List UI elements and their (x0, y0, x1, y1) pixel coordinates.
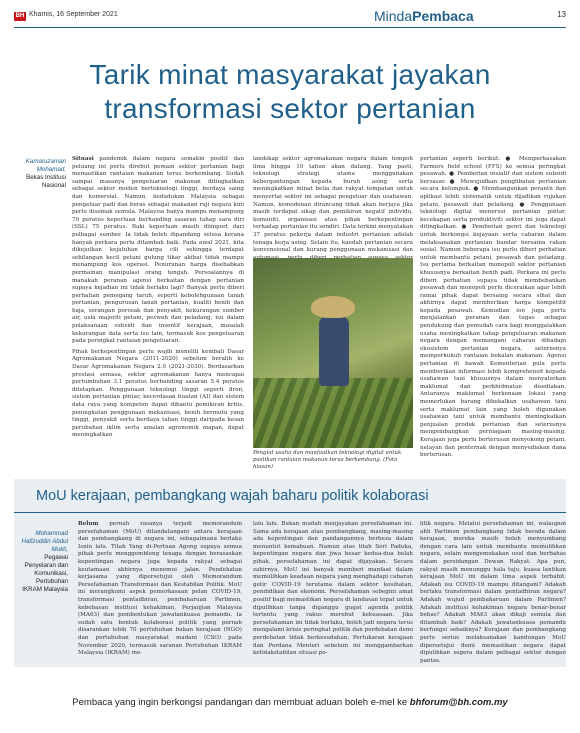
box-byline (18, 530, 68, 594)
box-col1-text: pernah rasanya terjadi memorandum persefahaman (MoU) ditandatangani antara kerajaan dan pembangkang di negara ini, sebagaimana berlaku Isnin lalu. Titah Yang di-Pertuan Agong supaya semua pihak perlu menggembleng tenaga dengan berasaskan kepentingan negara juga kepada rakyat sebagai keutamaan akhirnya menemui jalan. Pendekatan kerjasama yang dipersetujui oleh Memorandum Persefahaman Transformasi dan Kestabilan Politik. MoU ini merangkumi aspek pemerkasaan pelan COVID-19, transformasi pentadbiran, pembaharuan Parlimen, kebebasan institusi kehakiman, Perjanjian Malaysia (MA63) dan pembentukan jawatankuasa pemandu. Ia sudah satu bentuk kolaborasi politik yang pernah disarankan lebih 70 pertubuhan bukan kerajaan (NGO) dan pertubuhan masyarakat madani (CSO) pada November 2020, termasuk saranan Pertubuhan IKRAM Malaysia (IKRAM) me- (78, 521, 242, 657)
footer-email[interactable]: bhforum@bh.com.my (409, 697, 508, 708)
newspaper-logo: BH (15, 13, 25, 19)
box-col3-text: litik negara. Melalui persefahaman ini, walaupun ahli Parlimen pembangkang tidak berada dalam kerajaan, mereka masih boleh menyumbang dengan cara lain untuk membantu memulihkan negara, selain mengemukakan usul dan berbahas dalam persidangan Dewan Rakyat. Apa pun, rakyat masih menunggu hala tuju, kuasa lantikan kerajaan MoU ini dalam lima aspek terbabit. Adakah isu COVID-19 mampu ditangani? Adakah berlaku transformasi dalam pentadbiran negara? Adakah wujud pembaharuan dalam Parlimen? Adakah institusi kehakiman negara benar-benar bebas? Adakah MA63 akan dikaji semula dan ditambah baik? Adakah jawatankuasa pemandu berfungsi sebaiknya? Kerajaan dan pembangkang perlu serius melaksanakan kandungan MoU dipersetujui demi memastikan negara dapat dipulihkan segera dalam pelbagai sektor dengan pantas. (420, 521, 566, 664)
photo-caption (253, 450, 413, 471)
photo-farmer-figure (319, 316, 349, 386)
page-header (14, 6, 566, 36)
footer-note (14, 697, 566, 708)
article-column-2 (253, 156, 413, 254)
author-role: Bekas Institusi Nasional (26, 174, 66, 189)
article-column-3 (420, 156, 566, 474)
box-author-name: Mohammad Hafizuddin Abdul Mukti, (21, 530, 68, 553)
box-rule (14, 512, 566, 513)
farmer-photo (253, 258, 413, 448)
article-col2-text: landskap sektor agromakanan negara dalam tempoh lima hingga 10 tahun akan datang. Yang pasti, teknologi strategi utama menggunakan kebergantungan kepada buruh asing serta meningkatkan minat belia dan rakyat tempatan untuk menyertai sektor ini sebagai pengeluar dan usahawan. Namun, kemodenan dirancang tidak akan berjaya jika masih terdapat sikap dan pemikiran negatif individu, komuniti, organisasi atau pihak berkepentingan terhadap pertanian itu sendiri. Data terkini menyatakan 37 peratus pekerja dalam industri pertanian adalah tenaga kerja asing. Selain itu, kaedah pertanian secara konvensional dan kurang penggunaan mekanisasi dan (253, 156, 413, 254)
box-col2-text: lalu lalu. Bukan mudah menjayakan persefahaman ini. Sama ada kerajaan atau pembangkang, masing-masing ada kepentingan dan pandangannya berbeza dalam menuntut kemahuan. Namun atas titah Seri Paduka, kepentingan negara dan jiwa besar kedua-dua belah pihak, persefahaman ini dapat dijayakan. Secara zahirnya, MoU ini banyak memberi manfaat dalam memulihkan keadaan negara yang menghadapi cabaran getir COVID-19 terutama dalam sektor kesihatan, pendidikan dan ekonomi. Persefahaman sebegini amat positif bagi memastikan negara di landasan tepat untuk dipulihkan tanpa diganggu gugat agenda politik tertentu yang rakus merebut kekuasaan. Jika persefahaman ini tidak berlaku, boleh jadi negara terus mengalami krisis peringkat politik dan perdebatan demi perdebatan tidak berkesudahan. Pertukaran kerajaan dan Perdana Menteri sebelum ini menggambarkan ketidakstabilan situasi po- (253, 521, 413, 657)
box-author-role: Pegawai Penyelaran dan Komunikasi, Pertubuhan IKRAM Malaysia (22, 554, 68, 593)
footer-text: Pembaca yang ingin berkongsi pandangan dan membuat aduan boleh e-mel ke (72, 697, 408, 708)
header-rule (14, 27, 566, 28)
headline-line2: transformasi sektor pertanian (104, 93, 476, 124)
page-number: 13 (557, 10, 566, 19)
section-name-part2: Pembaca (412, 8, 474, 24)
headline-line1: Tarik minat masyarakat jayakan (89, 59, 491, 90)
article-col3-text: pertanian seperti berikut: ● Memperkasakan Farmers field school (FFS) ke semua peringkat pesawah. ● Pemberian insiatif dan sistem subsidi bersasar. ● Mewujudkan penglibatan pertanian secara kelompok. ● Membangunkan perantii dan aplikasi lebih sistematik untuk dijadikan rujukan petani, pesawah dan peladang. ● Penggunaan teknologi digital menerusi pertanian pintar, kecekapan serta produktiviti sektor ini juga dapat ditingkatkan. ● Pemberian geret dan teknologi untuk berkongsi kejayaan serta cabaran dalam melaksanakan pertanian bandar bersama rakan sosial. Namun beberapa isu perlu diberi perhatian untuk membantu petani, pesawah dan peladang. Isu pertama berkaitan monopoli sektor pertanian khususnya berkaitan benih padi. Perkara ini perlu diberi perhatian supaya tidak membebankan pesawah dan monopoli perlu diceraikan agar lebih ramai pihak dapat bersaing secara sihat dan akhirnya dapat memberikan harga kompetitif kepada pesawah. Kemudian ion juga perlu menjalankan peranan dan tugas sebagai pendukung dan pemudah cara bagi menggalakkan usaha meningkatkan tahap pengeluaran makanan negara dengan memangani cabaran dihadapi ekosistem pertanian negara, seterusnya memperkukuh rantaian bekalan makanan. Agensi pertanian di bawah Kementerian pula perlu memberikan informasi lebih komprehensif kepada usahawan tani khususnya dalam menyalurkan maklumat dan perkhidmatan disediakan. Antaranya maklumat berkenaan lokasi yang memerlukan barang dibekalkan usahawan tani serta maklumat lain yang boleh digunakan usahawan tani untuk membantu meningkatkan penjualan produk pertanian dan seterusnya mengembangkan perniagaan masing-masing. Kerajaan juga perlu berterusan menyokong petani, nelayan dan penternak dengan menyediakan dana berterusan. (420, 156, 566, 459)
article-col1b-text: Pihak berkepentingan perlu wajib meneliti kembali Dasar Agromakanan Negara (2011-2020) sebelum beralih ke Dasar Agromakanan Negara 2.0 (2021-2030). Berdasarkan prestasi semasa, sektor agromakanan hanya mencapai pertumbuhan 3.1 peratus berbanding sasaran 5.4 peratus ditetapkan. Penggunaan teknologi tinggi seperti dron, sistem pertanian pintar, kecerdasan buatan (AI) dan sistem data raya yang kompeten dapat dibantu pemikiran kritis, peningkatan penggunaan mekanisasi, benih bermutu yang tinggi, penyakit serta berdaya tahan tinggi daripada kesan perubahan iklim serta amalan agronomik mapan, dapat meningkatkan (72, 348, 244, 439)
box-column-2 (253, 521, 413, 663)
box-column-3 (420, 521, 566, 663)
box-title: MoU kerajaan, pembangkang wajah baharu politik kolaborasi (36, 488, 429, 504)
photo-caption-text: Pengiat usaha dan manfaatkan teknologi digital untuk pastikan rantaian makanan terus berkembang. (253, 450, 402, 463)
article-column-1 (72, 156, 244, 474)
article-col1-text: pandemik dalam negara semakin positif dan peluang ini perlu direbut pemain sektor pertanian bagi memastikan rantaian makanan terus berkembang. Sudah sampai masanya pengeluaran makanan ditingkatkan sebagai sektor moden berteknologi tinggi, berdaya saing dan komersial. Namun, kedudukan Malaysia sebagai pengeluar padi dan beras sebagai makanan ruji negara kini perlu disemak semula. Malaysia hanya mampu menampung 70 peratus keperluan berhanding sasaran tahap sara diri (SSL) 75 peratus. Baki keperluan masih diimport dari pelbagai sumber. Ia tidak boleh dipandang selesa kerana banyak perkara perlu ditambah baik. Pada awal 2021, kita dikejutkan kejatuhan harga cili sehingga terdapat sebilangan kecil petani gulung tikar akibat tidak mampu menampung kos operasi. Penurunan harga disebabkan permainan manipulasi orang tengah. Persoalannya di manakah peranan agensi berkaitan dengan pertanian supaya kejadian ini tidak berlaku lagi? Banyak perlu diberi perhatian pemegang taruh, seperti kebolehgunaan tanah pertanian, pengurusan tanah pertanian, kualiti benih dan baja, serangan perosak dan penyakit, kekurangan sumber air, usia majoriti petani, peswah dan peladang, isu dalam pelaksanaan subsidi dan insentif kerajaan, masalah kekurangan data serta isu lain, termasuk kos pengeluaran pada peringkat rantaian pengeluaran. (72, 156, 244, 345)
box-lead-word: Belum (78, 521, 99, 527)
author-name: Kamaruzaman Mohamad, (25, 158, 66, 173)
article-byline (14, 158, 66, 190)
section-name-part1: Minda (374, 8, 413, 24)
box-column-1 (78, 521, 242, 663)
section-name (374, 8, 474, 24)
photo-farmer-hat (311, 296, 355, 318)
photo-foliage (253, 378, 413, 448)
dateline: Khamis, 16 September 2021 (29, 11, 118, 18)
headline (14, 58, 566, 126)
lead-word: Situasi (72, 156, 94, 162)
photo-credit: (Foto hiasan) (253, 457, 398, 470)
